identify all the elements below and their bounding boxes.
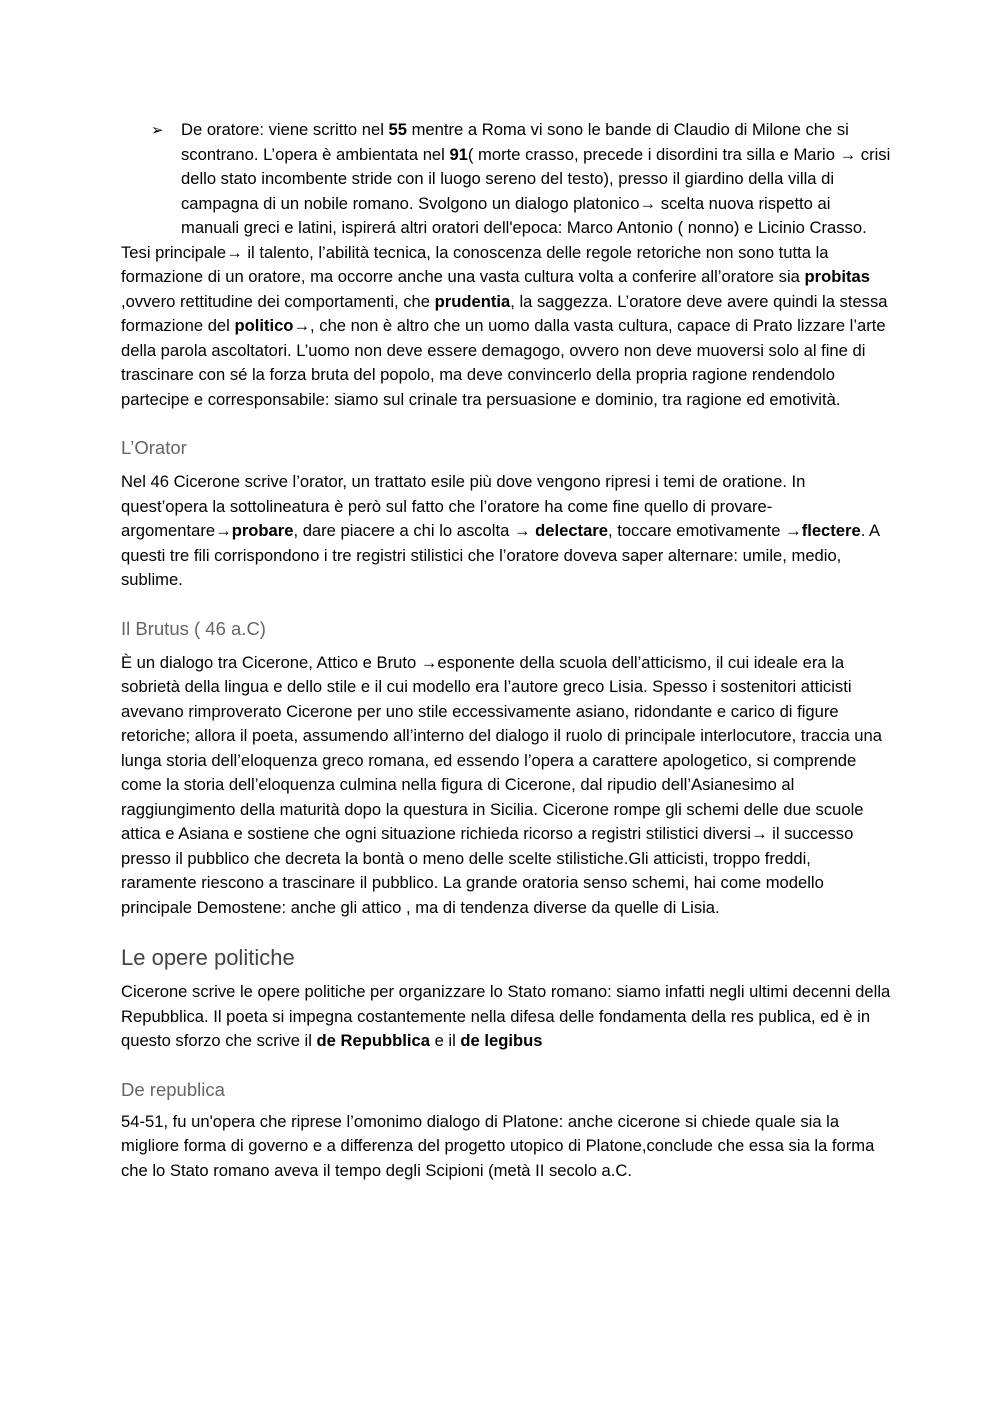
paragraph-de-republica: 54-51, fu un'opera che riprese l’omonimo dialogo di Platone: anche cicerone si chiede quale sia la migliore forma di governo e a differenza del progetto utopico di Platone,conclude che essa sia la forma che lo Stato romano aveva il tempo degli Scipioni (metà II secolo a.C. xyxy=(121,1111,875,1180)
heading-orator: L’Orator xyxy=(121,437,187,458)
heading-de-republica: De republica xyxy=(121,1078,225,1100)
heading-opere-politiche: Le opere politiche xyxy=(121,945,295,970)
paragraph-brutus: È un dialogo tra Cicerone, Attico e Bruto →esponente della scuola dell’atticismo, il cui ideale era la sobrietà della lingua e dello stile e il cui modello era l’autore greco Lisia. Spesso i sostenitori atticisti avevano rimproverato Cicerone per uno stile eccessivamente asiano, ridondante e carico di figure retoriche; allora il poeta, assumendo all’interno del dialogo il ruolo di principale interlocutore, traccia una lunga storia dell’eloquenza greco romana, ed essendo l’opera a carattere apologetico, si comprende come la storia dell’eloquenza culmina nella figura di Cicerone, dal ripudio dell’Asianesimo al raggiungimento della maturità dopo la questura in Sicilia. Cicerone rompe gli schemi delle due scuole attica e Asiana e sostiene che ogni situazione richieda ricorso a registri stilistici diversi→ il successo presso il pubblico che decreta la bontà o meno delle scelte stilistiche.Gli atticisti, troppo freddi, raramente riescono a trascinare il pubblico. La grande oratoria senso schemi, hai come modello principale Demostene: anche gli attico , ma di tendenza diverse da quelle di Lisia. xyxy=(121,652,882,917)
paragraph-opere-politiche: Cicerone scrive le opere politiche per organizzare lo Stato romano: siamo infatti negli ultimi decenni della Repubblica. Il poeta si impegna costantemente nella difesa delle fondamenta della res publica, ed è in questo sforzo che scrive il de Repubblica e il de legibus xyxy=(121,982,891,1050)
paragraph-orator: Nel 46 Cicerone scrive l’orator, un trattato esile più dove vengono ripresi i temi de oratione. In quest’opera la sottolineatura è però sul fatto che l’oratore ha come fine quello di provare-argomentare→probare, dare piacere a chi lo ascolta → delectare, toccare emotivamente →flectere. A questi tre fili corrispondono i tre registri stilistici che l’oratore doveva saper alternare: umile, medio, sublime. xyxy=(121,472,880,589)
arrow-bullet-icon: ➢ xyxy=(151,121,164,139)
heading-brutus: Il Brutus ( 46 a.C) xyxy=(121,617,266,639)
document-page xyxy=(121,118,891,1183)
paragraph-tesi: Tesi principale→ il talento, l’abilità tecnica, la conoscenza delle regole retoriche non sono tutta la formazione di un oratore, ma occorre anche una vasta cultura volta a conferire all’oratore sia probitas ,ovvero rettitudine dei comportamenti, che prudentia, la saggezza. L’oratore deve avere quindi la stessa formazione del politico→, che non è altro che un uomo dalla vasta cultura, capace di Prato lizzare l’arte della parola ascoltatori. L’uomo non deve essere demagogo, ovvero non deve muoversi solo al fine di trascinare con sé la forza bruta del popolo, ma deve convincerlo della propria ragione rendendolo partecipe e corresponsabile: siamo sul crinale tra persuasione e dominio, tra ragione ed emotività. xyxy=(121,242,888,409)
bullet-de-oratore: ➢ De oratore: viene scritto nel 55 mentre a Roma vi sono le bande di Claudio di Milone che si scontrano. L’opera è ambientata nel 91( morte crasso, precede i disordini tra silla e Mario → crisi dello stato incombente stride con il luogo sereno del testo), presso il giardino della villa di campagna di un nobile romano. Svolgono un dialogo platonico→ scelta nuova rispetto ai manuali greci e latini, ispirerá altri oratori dell'epoca: Marco Antonio ( nonno) e Licinio Crasso. xyxy=(151,120,891,237)
